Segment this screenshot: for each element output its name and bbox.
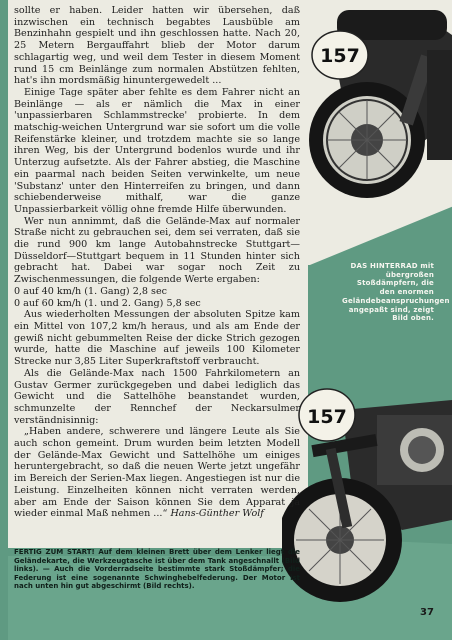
article-paragraph-3: Wer nun annimmt, daß die Gelände-Max auf normaler Straße nicht zu gebrauchen sei, dem sei verraten, daß sie die rund 900 km lange Autobahnstrecke Stuttgart—Düsseldorf—Stuttgart bequem in 11 Stunden hinter sich gebracht hat. Dabei war sogar noch Zeit zu Zwischenmessungen, die folgende Werte ergaben: xyxy=(14,215,300,286)
start-number-bottom: 157 xyxy=(307,406,347,428)
start-number-top: 157 xyxy=(320,45,360,67)
caption-rear-wheel: DAS HINTERRAD mit übergroßen Stoßdämpfern, die den enormen Geländebeanspruchungen angepaßt sind, zeigt Bild oben. xyxy=(342,262,450,323)
article-paragraph-4: Aus wiederholten Messungen der absoluten Spitze kam ein Mittel von 107,2 km/h heraus, und als am Ende der gewiß nicht gebummelten Reise der dicke Strich gezogen wurde, hatte die Maschine auf jeweils 100 Kilometer Strecke nur 3,85 Liter Superkraftstoff verbraucht. xyxy=(14,309,300,368)
photo-front-wheel xyxy=(282,370,452,615)
measurement-2: 0 auf 60 km/h (1. und 2. Gang) 5,8 sec xyxy=(14,297,201,309)
page-number: 37 xyxy=(420,607,434,618)
article-paragraph-6 xyxy=(14,426,300,520)
caption-start: FERTIG ZUM START! Auf dem kleinen Brett über dem Lenker liegt die Geländekarte, die Werkzeugtasche ist über dem Tank angeschnallt (Bild links). — Auch die Vorderradseite bestimmte stark Stoßdämpfer; die Federung ist eine sogenannte Schwinghebelfederung. Der Motor ist nach unten hin gut abgeschirmt (Bild rechts). xyxy=(14,548,300,591)
article-paragraph-5: Als die Gelände-Max nach 1500 Fahrkilometern an Gustav Germer zurückgegeben und dabei lediglich das Gewicht und die Sattelhöhe beanstandet wurden, schmunzelte der Rennchef der Neckarsulmer verständnisinnig: xyxy=(14,367,300,426)
article-paragraph-2: Einige Tage später aber fehlte es dem Fahrer nicht an Beinlänge — als er nämlich die Max in einer 'unpassierbaren Schlammstrecke' probierte. In dem matschig-weichen Untergrund war sie sofort um die volle Reifenstärke kleiner, und trotzdem machte sie so lange ihren Weg, bis der Untergrund bodenlos wurde und ihr Unterzug aufsetzte. Als der Fahrer abstieg, die Maschine ein paarmal nach beiden Seiten verwinkelte, um neue 'Substanz' unter den Hinterreifen zu bringen, und dann schiebenderweise mithalf, war die ganze Unpassierbarkeit völlig ohne fremde Hilfe überwunden. xyxy=(14,86,300,215)
article-column xyxy=(14,5,300,520)
article-paragraph-1: sollte er haben. Leider hatten wir übersehen, daß inzwischen ein technisch begabtes Lausbüble am Benzinhahn gespielt und ihn geschlossen hatte. Nach 20, 25 Metern Bergauffahrt blieb der Motor darum schlagartig weg, und weil dem Tester in diesem Moment rund 15 cm Beinlänge zum normalen Abstützen fehlten, hat's ihn mordsmäßig hinuntergewedelt ... xyxy=(14,5,300,87)
photo-rear-wheel xyxy=(292,0,452,215)
author-signature: Hans-Günther Wolf xyxy=(170,508,264,520)
measurement-1: 0 auf 40 km/h (1. Gang) 2,8 sec xyxy=(14,285,168,297)
quote-text: „Haben andere, schwerere und längere Leute als Sie auch schon gemeint. Drum wurden beim letzten Modell der Gelände-Max Gewicht und Sattelhöhe um einiges heruntergebracht, so daß die neuen Werte jetzt ungefähr im Bereich der Serien-Max liegen. Angestiegen ist nur die Leistung. Einzelheiten können nicht verraten werden, aber am Ende der Saison können Sie dem Apparat ja wieder einmal Maß nehmen ...“ xyxy=(14,426,300,520)
